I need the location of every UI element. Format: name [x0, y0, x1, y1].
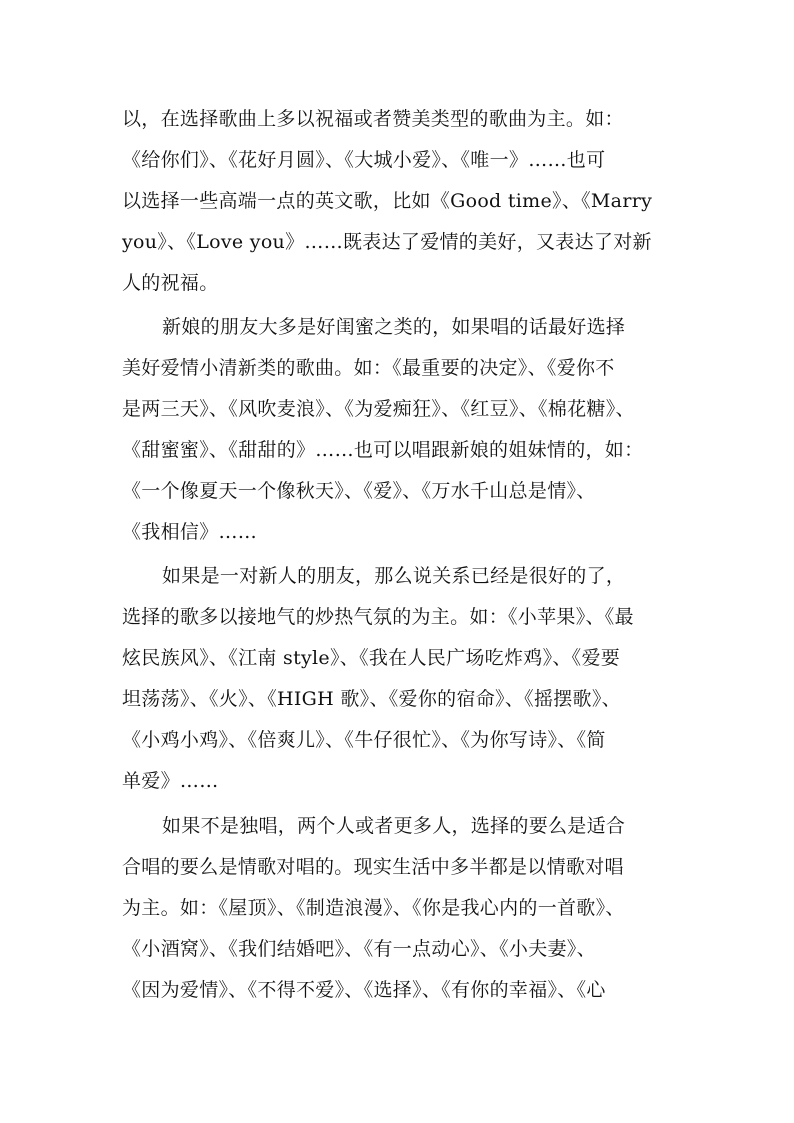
paragraph-first-line: 如果是一对新人的朋友，那么说关系已经是很好的了， [162, 565, 626, 587]
paragraph-first-line: 如果不是独唱，两个人或者更多人，选择的要么是适合 [162, 815, 626, 837]
text-line: 以，在选择歌曲上多以祝福或者赞美类型的歌曲为主。如： [122, 108, 624, 130]
text-line: 《小酒窝》、《我们结婚吧》、《有一点动心》、《小夫妻》、 [122, 938, 596, 960]
text-line: 为主。如：《屋顶》、《制造浪漫》、《你是我心内的一首歌》、 [122, 897, 625, 919]
text-line: 单爱》…… [122, 770, 219, 792]
text-line: 以选择一些高端一点的英文歌，比如《Good time》、《Marry [122, 190, 653, 212]
text-line: 合唱的要么是情歌对唱的。现实生活中多半都是以情歌对唱 [122, 856, 624, 878]
text-line: 《小鸡小鸡》、《倍爽儿》、《牛仔很忙》、《为你写诗》、《简 [122, 729, 606, 751]
text-line: you》、《Love you》……既表达了爱情的美好，又表达了对新 [122, 231, 652, 253]
text-line: 《甜蜜蜜》、《甜甜的》……也可以唱跟新娘的姐妹情的，如： [122, 439, 644, 461]
text-line: 选择的歌多以接地气的炒热气氛的为主。如：《小苹果》、《最 [122, 606, 634, 628]
text-line: 坦荡荡》、《火》、《HIGH 歌》、《爱你的宿命》、《摇摆歌》、 [122, 688, 621, 710]
text-line: 美好爱情小清新类的歌曲。如：《最重要的决定》、《爱你不 [122, 357, 615, 379]
text-line: 《一个像夏天一个像秋天》、《爱》、《万水千山总是情》、 [122, 480, 596, 502]
paragraph-first-line: 新娘的朋友大多是好闺蜜之类的，如果唱的话最好选择 [162, 316, 626, 338]
text-line: 是两三天》、《风吹麦浪》、《为爱痴狂》、《红豆》、《棉花糖》、 [122, 398, 635, 420]
text-line: 炫民族风》、《江南 style》、《我在人民广场吃炸鸡》、《爱要 [122, 647, 621, 669]
text-line: 《因为爱情》、《不得不爱》、《选择》、《有你的幸福》、《心 [122, 979, 606, 1001]
text-line: 《给你们》、《花好月圆》、《大城小爱》、《唯一》……也可 [122, 149, 606, 171]
text-line: 《我相信》…… [122, 521, 258, 543]
text-line: 人的祝福。 [122, 272, 219, 294]
